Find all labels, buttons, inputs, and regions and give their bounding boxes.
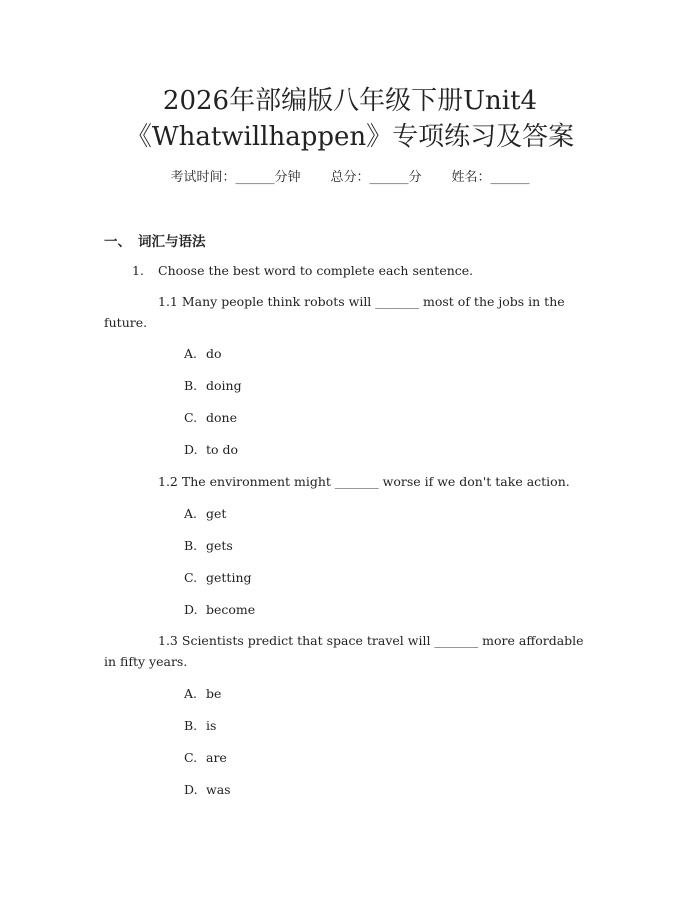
sub-question: [104, 291, 596, 333]
section-heading: [104, 230, 206, 250]
option-text: getting: [206, 570, 252, 585]
sub-question-text: Many people think robots will _______ most of the jobs in the future.: [104, 294, 565, 330]
option-text: become: [206, 602, 256, 617]
option: [184, 344, 222, 364]
total-score-field: 总分：______分: [330, 170, 422, 185]
option-text: to do: [206, 442, 239, 457]
option-letter: A.: [184, 346, 198, 361]
option-letter: B.: [184, 378, 198, 393]
option-text: done: [206, 410, 237, 425]
option: [184, 716, 216, 736]
option-letter: B.: [184, 538, 198, 553]
option: [184, 780, 231, 800]
section-title: 词汇与语法: [138, 234, 206, 250]
sub-question-text: Scientists predict that space travel will _______ more affordable in fifty years.: [104, 633, 584, 669]
sub-question-number: 1.1: [158, 294, 178, 309]
option-text: gets: [206, 538, 233, 553]
option-letter: C.: [184, 750, 198, 765]
section-number: 一、: [104, 234, 131, 250]
option-letter: A.: [184, 506, 198, 521]
option-letter: C.: [184, 570, 198, 585]
option-text: is: [206, 718, 217, 733]
option-text: get: [206, 506, 227, 521]
option-text: was: [206, 782, 231, 797]
option-text: are: [206, 750, 227, 765]
option: [184, 748, 227, 768]
sub-question: [104, 471, 596, 492]
sub-question-text: The environment might _______ worse if we don't take action.: [181, 474, 570, 489]
student-name-field: 姓名：______: [451, 170, 530, 185]
sub-question-number: 1.2: [158, 474, 178, 489]
option: [184, 440, 238, 460]
option-letter: B.: [184, 718, 198, 733]
question-number: 1.: [132, 263, 144, 278]
sub-question: [104, 630, 596, 672]
option-text: do: [206, 346, 222, 361]
option: [184, 568, 252, 588]
option-letter: D.: [184, 782, 198, 797]
option-letter: D.: [184, 602, 198, 617]
question-text: Choose the best word to complete each sentence.: [158, 263, 474, 278]
option: [184, 376, 242, 396]
option: [184, 536, 233, 556]
option-text: doing: [206, 378, 242, 393]
exam-time-field: 考试时间：______分钟: [170, 170, 301, 185]
question-instruction: [132, 260, 473, 281]
sub-question-number: 1.3: [158, 633, 178, 648]
option: [184, 600, 255, 620]
document-title-line1: 2026年部编版八年级下册Unit4: [162, 86, 538, 116]
option-text: be: [206, 686, 222, 701]
document-title-line2: 《Whatwillhappen》专项练习及答案: [125, 122, 575, 152]
option: [184, 684, 221, 704]
exam-meta: [0, 168, 700, 188]
option-letter: D.: [184, 442, 198, 457]
option: [184, 408, 237, 428]
option-letter: C.: [184, 410, 198, 425]
option-letter: A.: [184, 686, 198, 701]
option: [184, 504, 226, 524]
